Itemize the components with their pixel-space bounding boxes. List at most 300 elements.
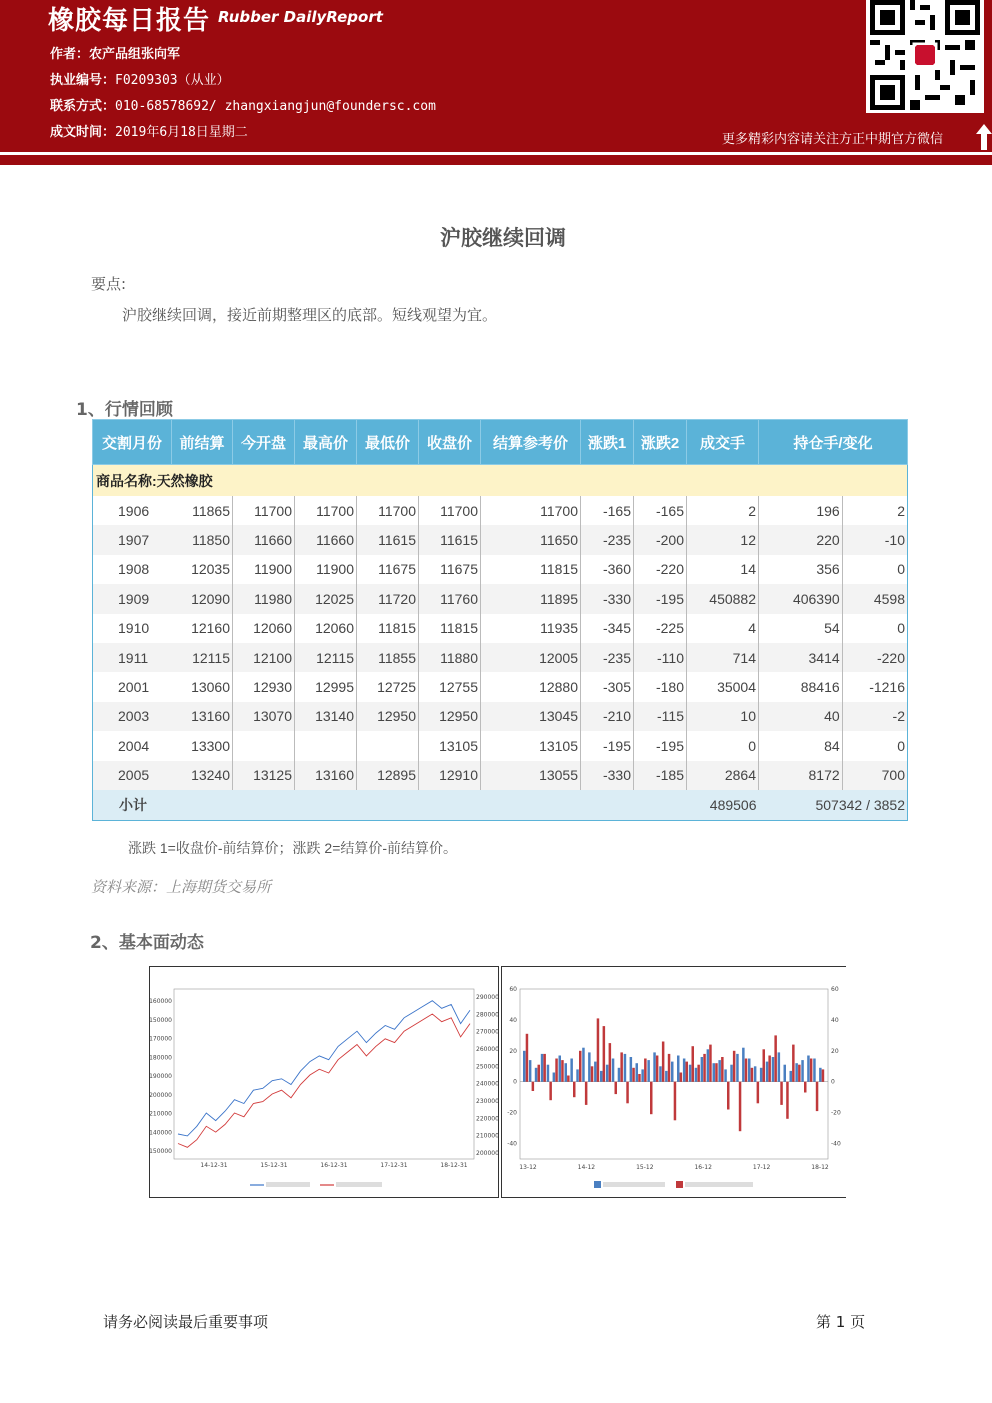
report-title-cn: 橡胶每日报告 xyxy=(48,6,211,36)
table-cell: 11660 xyxy=(295,525,357,554)
table-cell: 2 xyxy=(687,496,759,525)
table-cell: 700 xyxy=(842,761,907,790)
table-cell: 12060 xyxy=(295,614,357,643)
table-cell: 13070 xyxy=(233,702,295,731)
line-chart xyxy=(150,967,498,1197)
x-tick-label: 14-12-31 xyxy=(200,1162,228,1169)
wechat-follow-text: 更多精彩内容请关注方正中期官方微信 xyxy=(722,132,944,147)
table-cell: -2 xyxy=(842,702,907,731)
contract-month-cell: 2003 xyxy=(93,702,172,731)
table-row xyxy=(93,496,908,525)
bar xyxy=(553,1073,556,1082)
bar xyxy=(739,1082,742,1132)
table-cell: -195 xyxy=(634,584,687,613)
table-row xyxy=(93,525,908,554)
author-line: 作者：农产品组张向军 xyxy=(50,47,181,62)
bar xyxy=(620,1052,623,1081)
y-tick-label-right: 200000 xyxy=(476,1150,498,1157)
table-cell: 4 xyxy=(687,614,759,643)
bar xyxy=(819,1068,822,1082)
bar xyxy=(692,1046,695,1082)
page-number: 第 1 页 xyxy=(816,1313,866,1331)
qr-code-icon[interactable] xyxy=(866,0,984,113)
subtotal-open-interest: 507342 / 3852 xyxy=(759,790,908,821)
table-cell: 11880 xyxy=(419,643,481,672)
table-cell: 220 xyxy=(759,525,843,554)
table-row xyxy=(93,761,908,790)
bar xyxy=(567,1076,570,1082)
subtotal-volume: 489506 xyxy=(687,790,759,821)
table-cell: 11815 xyxy=(419,614,481,643)
y-tick-label-left: -40 xyxy=(507,1140,517,1148)
table-cell: 14 xyxy=(687,555,759,584)
table-cell: 11675 xyxy=(419,555,481,584)
bar xyxy=(618,1068,621,1082)
legend-label-bar xyxy=(266,1182,310,1187)
bar-chart-panel xyxy=(501,966,846,1198)
table-cell: 0 xyxy=(897,561,905,578)
table-cell: 12060 xyxy=(233,614,295,643)
table-cell: -305 xyxy=(581,672,634,701)
y-tick-label-right: 240000 xyxy=(476,1080,498,1088)
table-cell: 12115 xyxy=(295,643,357,672)
table-cell: -200 xyxy=(634,525,687,554)
line-chart-panel xyxy=(149,966,499,1198)
author: 农产品组张向军 xyxy=(89,47,181,62)
table-cell: 12995 xyxy=(295,672,357,701)
table-cell: 13105 xyxy=(419,731,481,760)
y-tick-label-left: 190000 xyxy=(150,1073,172,1080)
bar xyxy=(707,1049,710,1082)
table-row xyxy=(93,731,908,760)
bar xyxy=(579,1051,582,1082)
bar xyxy=(615,1082,618,1094)
bar xyxy=(697,1065,700,1082)
col-header: 今开盘 xyxy=(233,420,295,465)
x-tick-label: 14-12 xyxy=(577,1164,596,1171)
table-cell: 11895 xyxy=(481,584,581,613)
bar xyxy=(790,1071,793,1082)
bar xyxy=(768,1056,771,1082)
bar xyxy=(585,1082,588,1105)
bar xyxy=(606,1065,609,1082)
y-tick-label-right: 230000 xyxy=(476,1098,498,1105)
table-cell: 12755 xyxy=(419,672,481,701)
table-cell: 11675 xyxy=(357,555,419,584)
table-cell: -110 xyxy=(634,643,687,672)
arrow-up-icon xyxy=(976,124,992,150)
bar xyxy=(736,1054,739,1082)
table-cell: -10 xyxy=(842,525,907,554)
bar xyxy=(644,1059,647,1082)
y-tick-label-left: 150000 xyxy=(150,1148,172,1155)
table-row xyxy=(93,555,908,584)
bar xyxy=(772,1057,775,1082)
table-cell: 13140 xyxy=(295,702,357,731)
table-cell: 11700 xyxy=(233,496,295,525)
table-cell: 11865 xyxy=(172,496,233,525)
legend-label-bar xyxy=(685,1182,753,1187)
table-cell xyxy=(233,731,295,760)
table-row xyxy=(93,643,908,672)
table-cell: 54 xyxy=(759,614,843,643)
bar xyxy=(686,1062,689,1082)
table-cell: 11720 xyxy=(357,584,419,613)
bar xyxy=(526,1034,529,1082)
y-tick-label-right: 280000 xyxy=(476,1011,498,1019)
bar xyxy=(612,1059,615,1082)
date-line: 成文时间：2019年6月18日星期二 xyxy=(50,125,248,140)
table-cell: -235 xyxy=(581,643,634,672)
table-cell: 11855 xyxy=(357,643,419,672)
bar xyxy=(795,1063,798,1082)
bar xyxy=(624,1054,627,1082)
commodity-name: 商品名称:天然橡胶 xyxy=(93,465,908,497)
legend-swatch xyxy=(676,1181,683,1188)
bar xyxy=(733,1051,736,1082)
table-cell: -165 xyxy=(634,496,687,525)
contract-month-cell: 1906 xyxy=(118,502,150,519)
bar xyxy=(792,1045,795,1082)
bar xyxy=(715,1063,718,1082)
col-header: 涨跌1 xyxy=(581,420,634,465)
bar xyxy=(600,1071,603,1082)
bar xyxy=(703,1054,706,1082)
table-cell: 8172 xyxy=(759,761,843,790)
bar xyxy=(671,1062,674,1082)
y-tick-label-left: 160000 xyxy=(150,998,172,1005)
table-cell: 12895 xyxy=(357,761,419,790)
bar xyxy=(632,1068,635,1082)
table-cell: -180 xyxy=(634,672,687,701)
y-tick-label-right: 260000 xyxy=(476,1046,498,1053)
bar xyxy=(751,1068,754,1082)
bar xyxy=(804,1082,807,1093)
bar xyxy=(724,1069,727,1081)
table-cell: 11615 xyxy=(357,525,419,554)
bar xyxy=(754,1066,757,1082)
bar xyxy=(582,1048,585,1082)
x-tick-label: 16-12 xyxy=(694,1164,712,1171)
bar xyxy=(721,1057,724,1082)
bar xyxy=(636,1063,639,1082)
bar xyxy=(709,1045,712,1082)
bar xyxy=(760,1068,763,1082)
bar xyxy=(609,1043,612,1082)
x-tick-label: 13-12 xyxy=(519,1164,537,1171)
table-cell: 11700 xyxy=(295,496,357,525)
contract-month-cell: 2004 xyxy=(118,737,150,754)
table-note: 涨跌 1=收盘价-前结算价；涨跌 2=结算价-前结算价。 xyxy=(128,840,458,856)
y-tick-label-right: 220000 xyxy=(476,1115,498,1123)
table-cell: 12 xyxy=(687,525,759,554)
table-cell: 11615 xyxy=(419,525,481,554)
section-heading-fundamentals: 2、基本面动态 xyxy=(90,933,204,953)
table-cell: 13160 xyxy=(172,702,233,731)
y-tick-label-left: 140000 xyxy=(150,1129,172,1137)
table-cell: -360 xyxy=(581,555,634,584)
table-cell: 13160 xyxy=(295,761,357,790)
bar xyxy=(529,1060,532,1082)
x-tick-label: 15-12-31 xyxy=(260,1162,288,1169)
table-cell: 13300 xyxy=(172,731,233,760)
table-cell: 3414 xyxy=(759,643,843,672)
contact-line: 联系方式：010-68578692/ zhangxiangjun@foundersc.com xyxy=(50,99,436,114)
plot-area xyxy=(174,989,474,1159)
col-header: 最高价 xyxy=(295,420,357,465)
bar xyxy=(778,1052,781,1081)
quote-table xyxy=(92,419,908,821)
bar xyxy=(630,1057,633,1082)
table-cell: 12160 xyxy=(172,614,233,643)
table-cell xyxy=(357,731,419,760)
table-cell: 450882 xyxy=(687,584,759,613)
table-cell: 13055 xyxy=(481,761,581,790)
col-header: 结算参考价 xyxy=(481,420,581,465)
table-cell: 11760 xyxy=(419,584,481,613)
col-header: 最低价 xyxy=(357,420,419,465)
commodity-name-row xyxy=(93,465,908,497)
y-tick-label-left: 20 xyxy=(509,1047,517,1055)
contract-month-cell: 1907 xyxy=(93,525,172,554)
contract-month-cell: 1910 xyxy=(118,620,150,637)
article-title: 沪胶继续回调 xyxy=(440,226,566,250)
y-tick-label-left: 40 xyxy=(509,1016,517,1024)
summary-text: 沪胶继续回调，接近前期整理区的底部。短线观望为宜。 xyxy=(122,306,498,324)
table-cell: -235 xyxy=(581,525,634,554)
y-tick-label-right: 210000 xyxy=(476,1132,498,1140)
table-cell: 13060 xyxy=(172,672,233,701)
contract-month-cell: 1908 xyxy=(118,561,150,578)
table-cell: 13240 xyxy=(172,761,233,790)
table-cell: 2 xyxy=(897,502,905,519)
table-cell: -210 xyxy=(581,702,634,731)
license-number: F0209303（从业） xyxy=(115,73,230,88)
col-header: 交割月份 xyxy=(93,420,172,465)
bar xyxy=(763,1049,766,1082)
table-cell: 13105 xyxy=(481,731,581,760)
report-title-en: Rubber DailyReport xyxy=(218,8,383,26)
bar xyxy=(603,1026,606,1082)
bar xyxy=(541,1054,544,1082)
col-header: 收盘价 xyxy=(419,420,481,465)
table-row xyxy=(93,672,908,701)
bar xyxy=(565,1063,568,1082)
y-tick-label-right: 40 xyxy=(831,1016,839,1024)
bar xyxy=(786,1082,789,1119)
table-cell: 11815 xyxy=(357,614,419,643)
y-tick-label-left: 60 xyxy=(509,986,517,993)
y-tick-label-right: 20 xyxy=(831,1047,839,1055)
table-row xyxy=(93,584,908,613)
y-tick-label-left: 150000 xyxy=(150,1016,172,1024)
table-cell: 12100 xyxy=(233,643,295,672)
header-bottom-band xyxy=(0,155,992,165)
table-cell: -345 xyxy=(581,614,634,643)
table-cell: 12910 xyxy=(419,761,481,790)
bar xyxy=(650,1082,653,1115)
bar xyxy=(683,1059,686,1082)
bar xyxy=(591,1066,594,1082)
table-cell: 12090 xyxy=(172,584,233,613)
x-tick-label: 17-12 xyxy=(752,1164,771,1171)
table-cell: 714 xyxy=(687,643,759,672)
y-tick-label-left: 210000 xyxy=(150,1110,172,1118)
contact-info[interactable]: 010-68578692/ zhangxiangjun@foundersc.com xyxy=(115,99,436,114)
bar xyxy=(597,1018,600,1081)
disclaimer-notice: 请务必阅读最后重要事项 xyxy=(103,1313,269,1331)
table-cell: 196 xyxy=(759,496,843,525)
bar xyxy=(641,1069,644,1081)
subtotal-spacer xyxy=(172,790,687,821)
y-tick-label-right: 270000 xyxy=(476,1028,498,1036)
bar xyxy=(588,1052,591,1081)
table-cell: 356 xyxy=(759,555,843,584)
license-line: 执业编号：F0209303（从业） xyxy=(50,73,230,88)
table-cell: -220 xyxy=(842,643,907,672)
table-cell: 11660 xyxy=(233,525,295,554)
bar xyxy=(695,1068,698,1082)
y-tick-label-left: 170000 xyxy=(150,1035,172,1043)
table-cell: 12725 xyxy=(357,672,419,701)
table-cell: -165 xyxy=(581,496,634,525)
keypoints-label: 要点: xyxy=(91,275,127,293)
bar xyxy=(822,1069,825,1081)
table-cell: 11700 xyxy=(419,496,481,525)
report-date: 2019年6月18日星期二 xyxy=(115,125,248,140)
table-cell: -220 xyxy=(634,555,687,584)
bar xyxy=(523,1051,526,1082)
bar xyxy=(668,1054,671,1082)
y-tick-label-right: -20 xyxy=(831,1109,841,1117)
bar xyxy=(766,1062,769,1082)
bar xyxy=(638,1074,641,1082)
table-cell: -195 xyxy=(581,731,634,760)
legend-label-bar xyxy=(603,1182,665,1187)
y-tick-label-left: -20 xyxy=(507,1109,517,1117)
table-cell: -225 xyxy=(634,614,687,643)
contract-month-cell: 2001 xyxy=(118,679,150,696)
bar xyxy=(573,1082,576,1098)
contract-month-cell: 1909 xyxy=(93,584,172,613)
table-cell: -1216 xyxy=(869,679,905,696)
contract-month-cell: 1911 xyxy=(93,643,172,672)
bar-chart xyxy=(502,967,846,1197)
bar xyxy=(718,1060,721,1082)
section-heading-market-review: 1、行情回顾 xyxy=(76,400,173,420)
table-cell: 11850 xyxy=(172,525,233,554)
bar xyxy=(549,1082,552,1101)
x-tick-label: 17-12-31 xyxy=(380,1162,408,1169)
subtotal-label: 小计 xyxy=(93,790,172,821)
subtotal-row xyxy=(93,790,908,821)
bar xyxy=(559,1056,562,1082)
table-cell: 11700 xyxy=(481,496,581,525)
bar xyxy=(713,1063,716,1082)
bar xyxy=(801,1060,804,1082)
table-cell: 11935 xyxy=(481,614,581,643)
table-cell: 13125 xyxy=(233,761,295,790)
table-cell: 12035 xyxy=(172,555,233,584)
table-cell: 406390 xyxy=(759,584,843,613)
table-cell: 2864 xyxy=(687,761,759,790)
legend-swatch xyxy=(594,1181,601,1188)
y-tick-label-right: 60 xyxy=(831,986,839,993)
report-header xyxy=(0,0,992,152)
bar xyxy=(807,1056,810,1082)
table-cell xyxy=(295,731,357,760)
y-tick-label-right: 250000 xyxy=(476,1063,498,1071)
bar xyxy=(784,1065,787,1082)
y-tick-label-left: 180000 xyxy=(150,1054,172,1062)
bar xyxy=(810,1059,813,1082)
bar xyxy=(742,1048,745,1082)
table-cell: 12005 xyxy=(481,643,581,672)
y-tick-label-left: 200000 xyxy=(150,1091,172,1099)
table-cell: 11700 xyxy=(357,496,419,525)
legend-label-bar xyxy=(336,1182,382,1187)
bar xyxy=(665,1071,668,1082)
y-tick-label-right: 290000 xyxy=(476,994,498,1001)
table-cell: 10 xyxy=(687,702,759,731)
bar xyxy=(653,1052,656,1081)
bar xyxy=(774,1035,777,1081)
bar xyxy=(626,1082,629,1104)
x-tick-label: 15-12 xyxy=(636,1164,654,1171)
bar xyxy=(561,1060,564,1082)
table-cell: -330 xyxy=(581,584,634,613)
bar xyxy=(656,1056,659,1082)
table-cell: 4598 xyxy=(842,584,907,613)
bar xyxy=(674,1082,677,1121)
table-row xyxy=(93,614,908,643)
col-header: 涨跌2 xyxy=(634,420,687,465)
table-cell: 12950 xyxy=(419,702,481,731)
contract-month-cell: 2005 xyxy=(93,761,172,790)
table-cell: 11815 xyxy=(481,555,581,584)
table-cell: 0 xyxy=(687,731,759,760)
bar xyxy=(535,1068,538,1082)
bar xyxy=(813,1059,816,1082)
bar xyxy=(748,1059,751,1082)
bar xyxy=(798,1065,801,1082)
col-header: 成交手 xyxy=(687,420,759,465)
bar xyxy=(730,1065,733,1082)
table-cell: 0 xyxy=(897,620,905,637)
table-row xyxy=(93,702,908,731)
y-tick-label-right: 0 xyxy=(831,1078,835,1086)
bar xyxy=(555,1059,558,1082)
bar xyxy=(570,1059,573,1082)
table-cell: 12115 xyxy=(172,643,233,672)
bar xyxy=(745,1059,748,1082)
col-header: 持仓手/变化 xyxy=(759,420,908,465)
x-tick-label: 18-12 xyxy=(811,1164,829,1171)
table-cell: 40 xyxy=(759,702,843,731)
bar xyxy=(680,1073,683,1082)
table-cell: -195 xyxy=(634,731,687,760)
x-tick-label: 18-12-31 xyxy=(440,1162,468,1169)
table-cell: -115 xyxy=(634,702,687,731)
table-cell: 88416 xyxy=(759,672,843,701)
table-cell: 11650 xyxy=(481,525,581,554)
table-header-row xyxy=(93,420,908,465)
x-tick-label: 16-12-31 xyxy=(320,1162,348,1169)
table-cell: 0 xyxy=(897,737,905,754)
data-source: 资料来源：上海期货交易所 xyxy=(91,878,272,896)
table-cell: 35004 xyxy=(687,672,759,701)
table-cell: 12880 xyxy=(481,672,581,701)
